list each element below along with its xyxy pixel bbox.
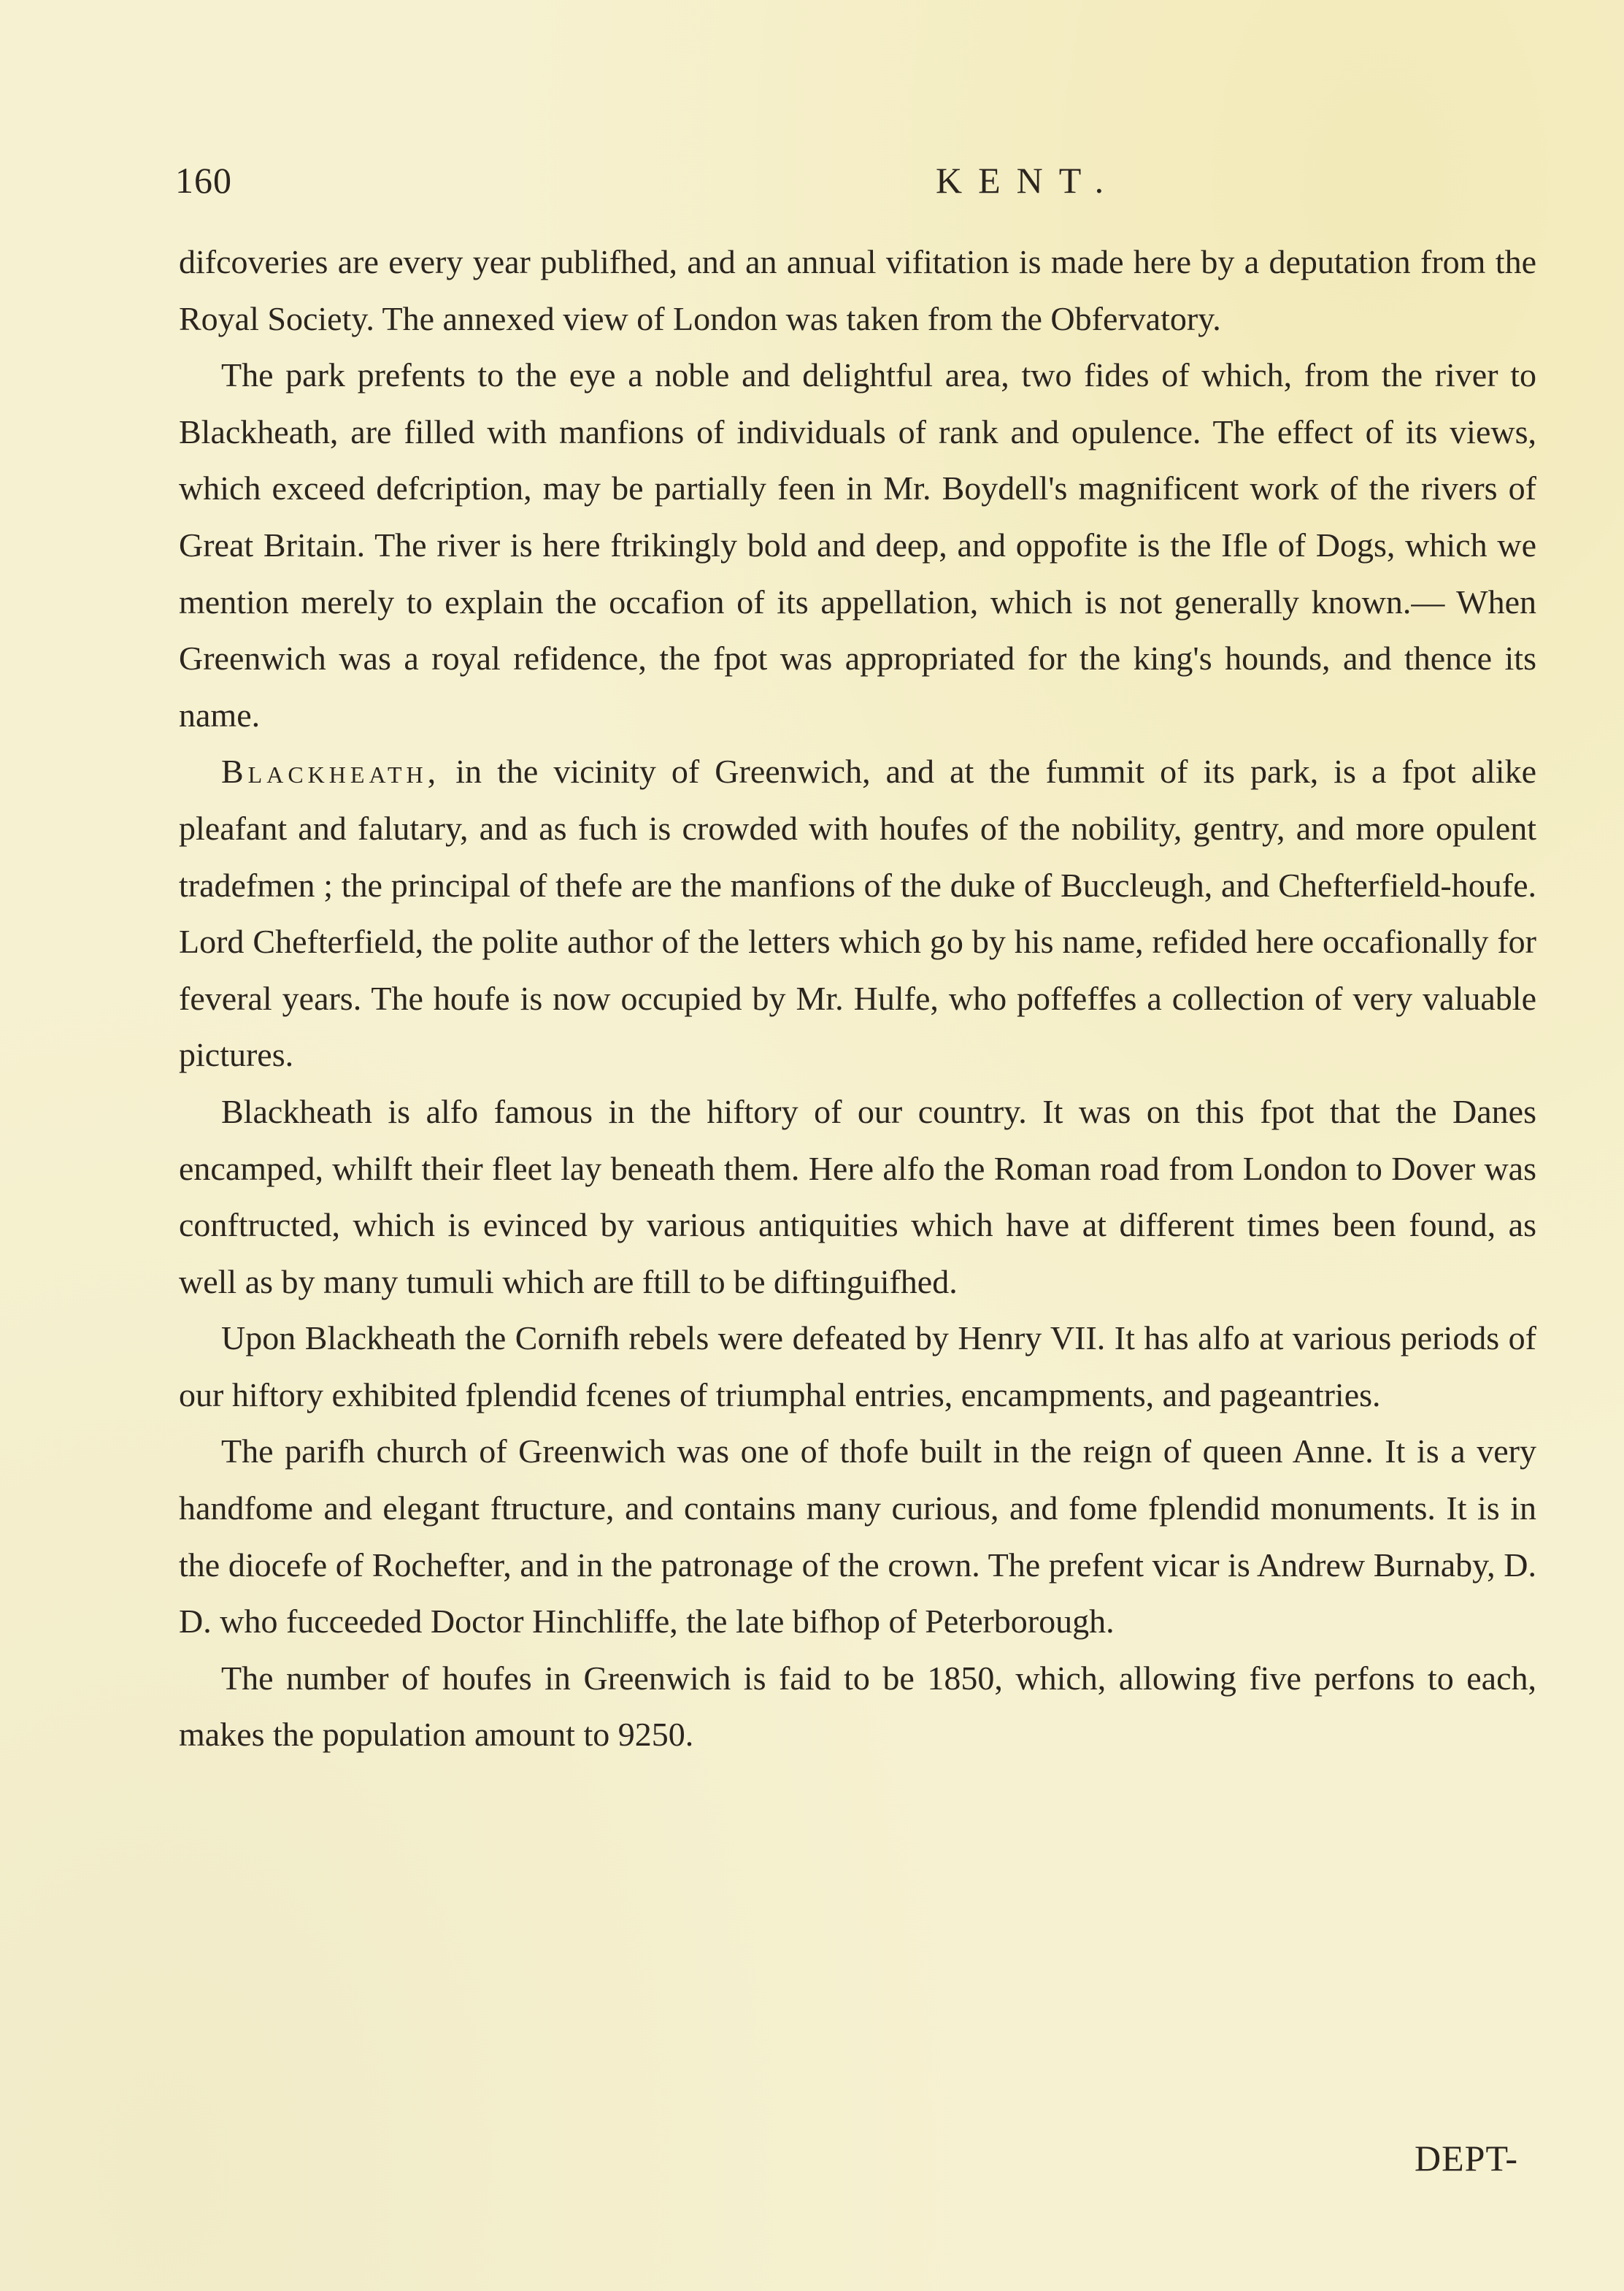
paragraph-3 bbox=[179, 743, 1536, 1083]
paragraph-7: The number of houfes in Greenwich is faid to be 1850, which, allowing five perfons to each, makes the population amount to 9250. bbox=[179, 1659, 1536, 1754]
catchword: DEPT- bbox=[1415, 2138, 1519, 2179]
small-caps-lead: Blackheath, bbox=[221, 753, 441, 791]
paragraph-3-text: in the vicinity of Greenwich, and at the fummit of its park, is a fpot alike pleafant and falutary, and as fuch is crowded with houfes of the nobility, gentry, and more opulent tradefmen ; the principal of thefe are the manfions of the duke of Buccleugh, and Chefterfield-houfe. Lord Chefterfield, the polite author of the letters which go by his name, refided here occafionally for feveral years. The houfe is now occupied by Mr. Hulfe, who poffeffes a collection of very valuable pictures. bbox=[179, 753, 1537, 1074]
paragraph-4: Blackheath is alfo famous in the hiftory of our country. It was on this fpot that the Danes encamped, whilft their fleet lay beneath them. Here alfo the Roman road from London to Dover was conftructed, which is evinced by various antiquities which have at different times been found, as well as by many tumuli which are ftill to be diftinguifhed. bbox=[179, 1092, 1536, 1300]
running-title: KENT. bbox=[936, 160, 1120, 201]
page-header bbox=[175, 159, 1540, 210]
paragraph-5: Upon Blackheath the Cornifh rebels were defeated by Henry VII. It has alfo at various periods of our hiftory exhibited fplendid fcenes of triumphal entries, encampments, and pageantries. bbox=[179, 1319, 1536, 1413]
page-number: 160 bbox=[175, 160, 232, 201]
paragraph-6: The parifh church of Greenwich was one of thofe built in the reign of queen Anne. It is a very handfome and elegant ftructure, and contains many curious, and fome fplendid monuments. It is in the diocefe of Rochefter, and in the patronage of the crown. The prefent vicar is Andrew Burnaby, D. D. who fucceeded Doctor Hinchliffe, the late bifhop of Peterborough. bbox=[179, 1432, 1536, 1640]
body-text bbox=[179, 234, 1536, 1763]
paragraph-1: difcoveries are every year publifhed, and an annual vifitation is made here by a deputation from the Royal Society. The annexed view of London was taken from the Obfervatory. bbox=[179, 243, 1536, 337]
paragraph-2: The park prefents to the eye a noble and delightful area, two fides of which, from the river to Blackheath, are filled with manfions of individuals of rank and opulence. The effect of its views, which exceed defcription, may be partially feen in Mr. Boydell's magnificent work of the rivers of Great Britain. The river is here ftrikingly bold and deep, and oppofite is the Ifle of Dogs, which we mention merely to explain the occafion of its appellation, which is not generally known.— When Greenwich was a royal refidence, the fpot was appropriated for the king's hounds, and thence its name. bbox=[179, 356, 1536, 734]
